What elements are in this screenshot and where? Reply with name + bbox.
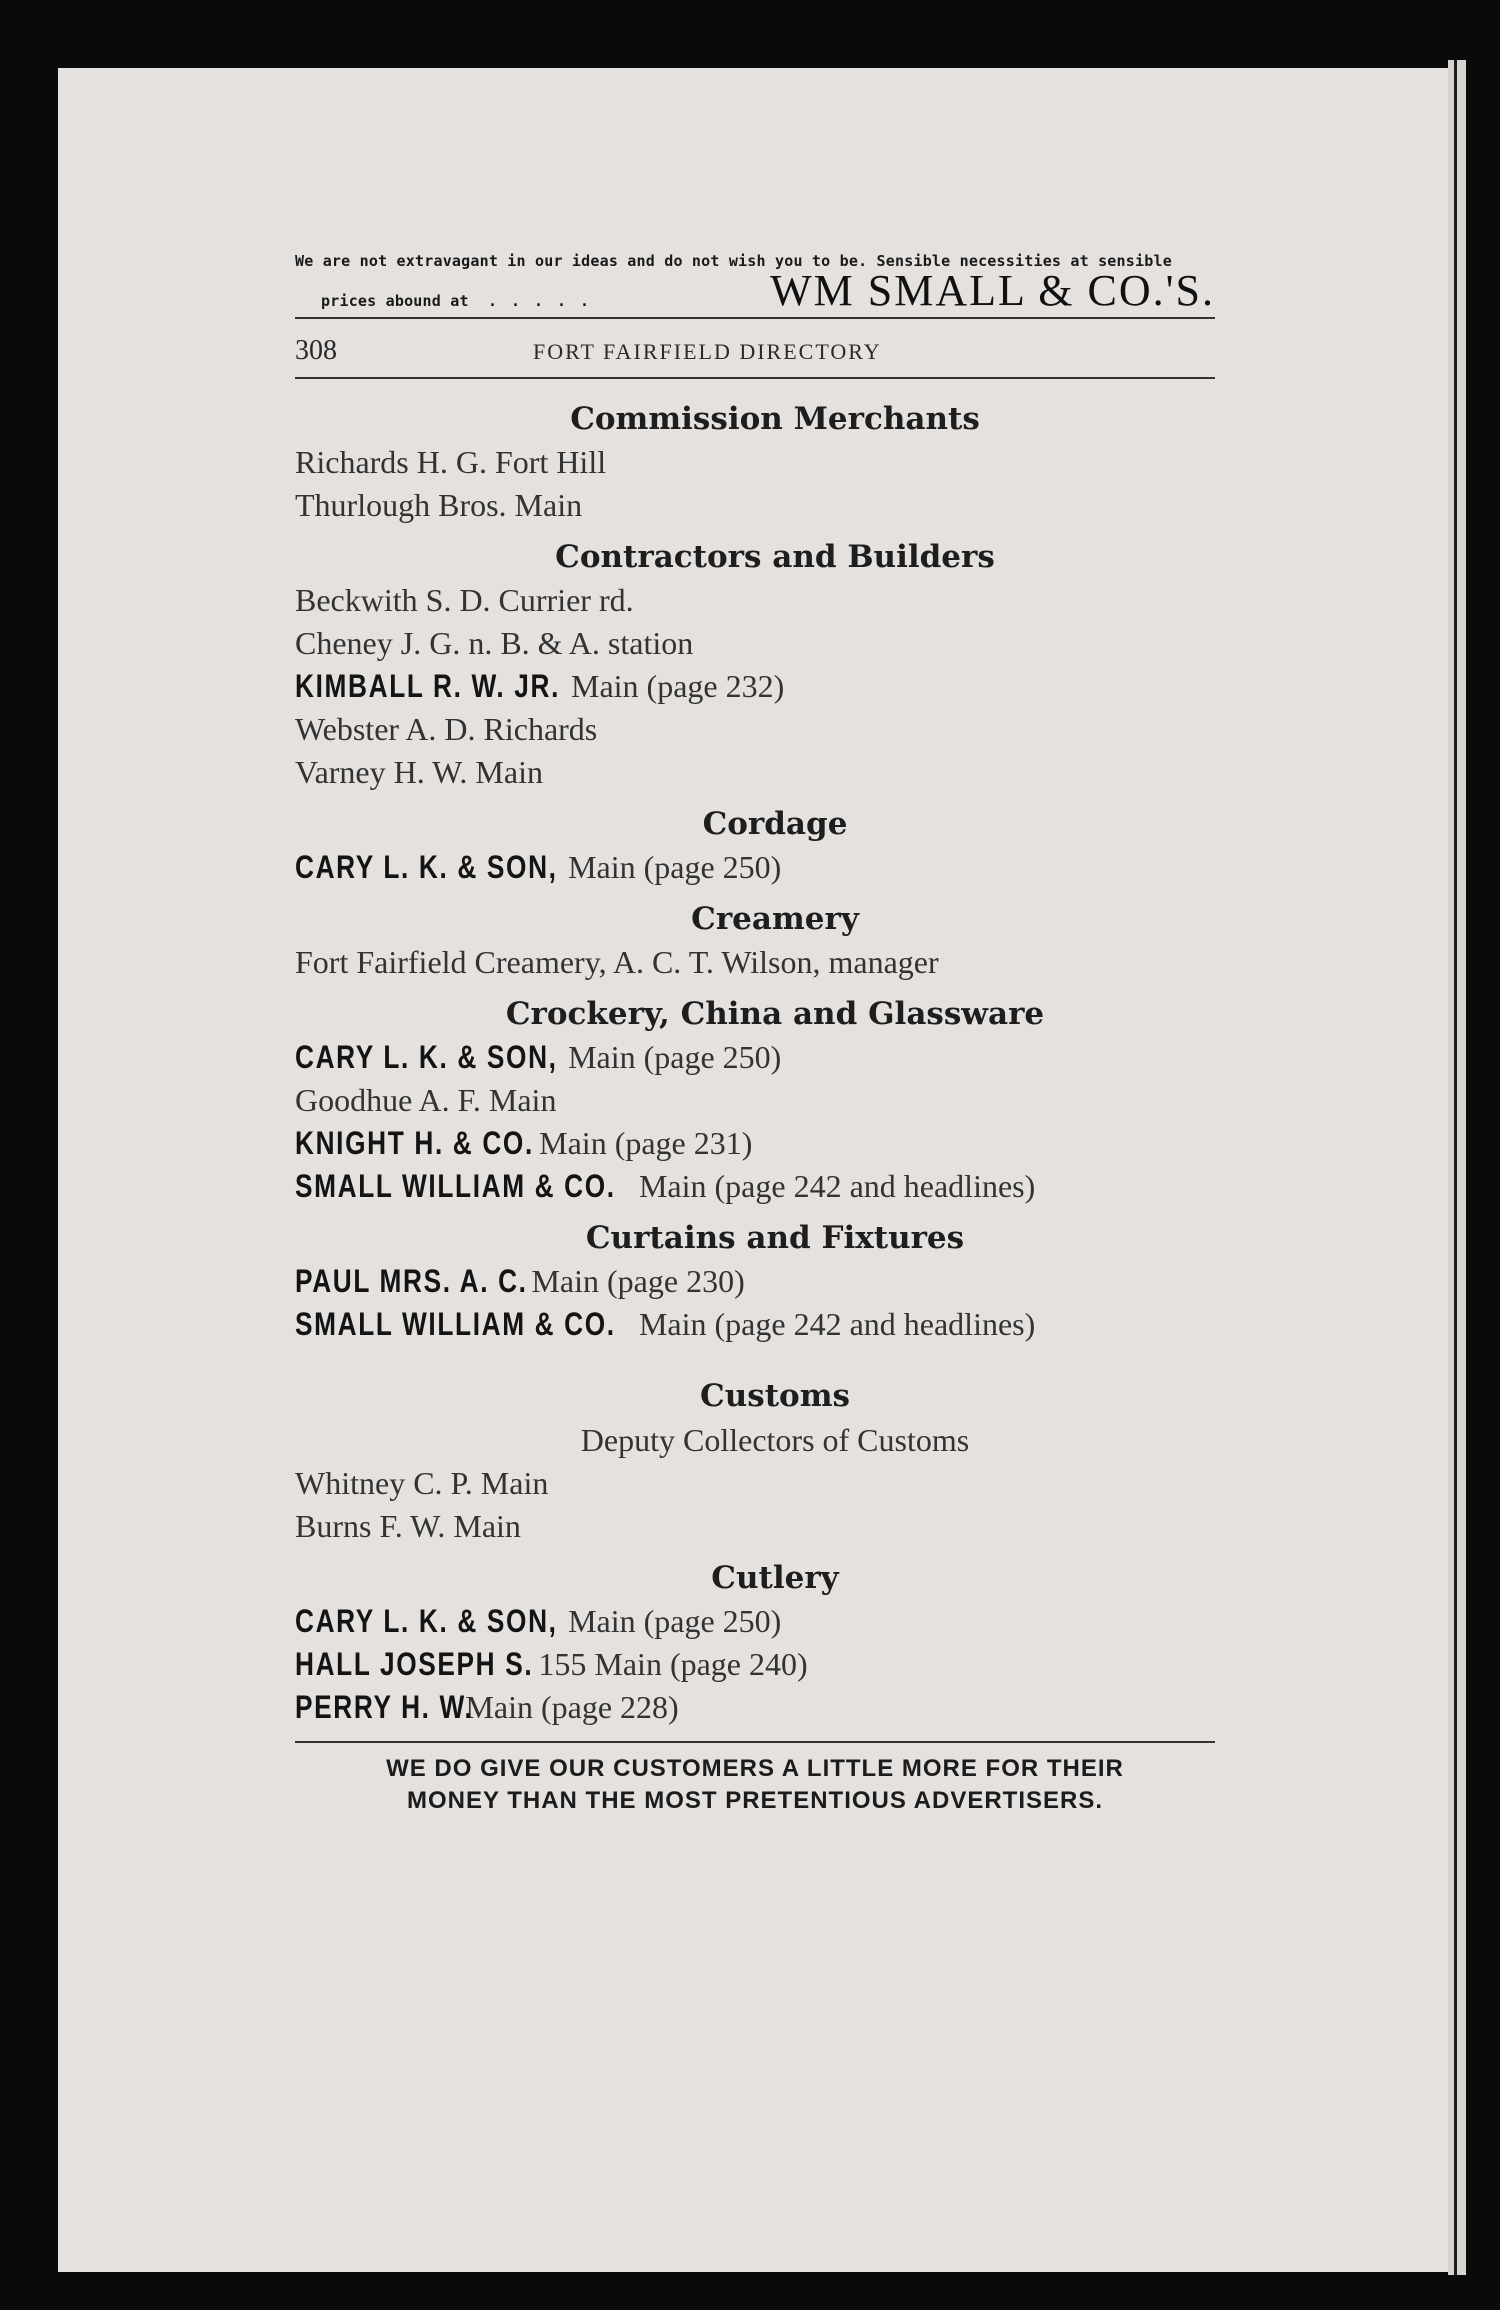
entry-text: Beckwith S. D. Currier rd.	[295, 582, 634, 618]
entry-text: Main (page 250)	[568, 1603, 782, 1639]
entry-business-name: KNIGHT H. & CO.	[295, 1125, 534, 1161]
header-rule	[295, 317, 1215, 319]
directory-section	[295, 535, 1215, 794]
directory-entry	[295, 579, 1215, 622]
page-edge	[1448, 60, 1466, 2275]
entry-text: Varney H. W. Main	[295, 754, 543, 790]
entry-business-name: PERRY H. W.	[295, 1689, 474, 1725]
footer-slogan	[295, 1753, 1215, 1817]
ad-header-line2: prices abound at	[321, 292, 469, 310]
section-heading: Commission Merchants	[570, 401, 980, 437]
entry-business-name: PAUL MRS. A. C.	[295, 1263, 528, 1299]
ad-header-dots: .....	[487, 292, 604, 310]
entry-text: Main (page 230)	[531, 1263, 745, 1299]
directory-entry	[295, 1260, 1215, 1303]
ad-header	[295, 252, 1215, 315]
entry-text: Main (page 232)	[571, 668, 785, 704]
entry-text: Whitney C. P. Main	[295, 1465, 549, 1501]
ad-header-line1: We are not extravagant in our ideas and do not wish you to be. Sensible necessities at sensible	[295, 252, 1172, 270]
section-heading: Curtains and Fixtures	[585, 1220, 965, 1256]
entry-business-name: KIMBALL R. W. JR.	[295, 668, 561, 704]
directory-entry	[295, 665, 1215, 708]
directory-entry	[295, 1600, 1215, 1643]
directory-entry	[295, 1643, 1215, 1686]
directory-section	[295, 992, 1215, 1208]
directory-section	[295, 1216, 1215, 1366]
entry-text: Main (page 231)	[539, 1125, 753, 1161]
directory-entry	[295, 484, 1215, 527]
entry-business-name: CARY L. K. & SON,	[295, 849, 558, 885]
running-header	[295, 335, 1215, 367]
entry-business-name: SMALL WILLIAM & CO.	[295, 1306, 616, 1342]
directory-section	[295, 897, 1215, 984]
entry-text: Webster A. D. Richards	[295, 711, 598, 747]
entry-business-name: SMALL WILLIAM & CO.	[295, 1168, 616, 1204]
entry-text: Main (page 242 and headlines)	[638, 1168, 1036, 1204]
directory-entry	[295, 1165, 1215, 1208]
section-heading: Cordage	[702, 806, 848, 842]
page-content	[295, 252, 1215, 1817]
directory-entry	[295, 1303, 1215, 1346]
directory-entry	[295, 1036, 1215, 1079]
directory-entry	[295, 846, 1215, 889]
directory-entry	[295, 622, 1215, 665]
directory-entry	[295, 708, 1215, 751]
section-heading: Cutlery	[711, 1560, 839, 1596]
directory-section	[295, 802, 1215, 889]
section-heading: Contractors and Builders	[555, 539, 995, 575]
directory-entry	[295, 941, 1215, 984]
directory-section	[295, 397, 1215, 527]
entry-text: Cheney J. G. n. B. & A. station	[295, 625, 694, 661]
entry-business-name: CARY L. K. & SON,	[295, 1603, 558, 1639]
entry-text: Richards H. G. Fort Hill	[295, 444, 607, 480]
directory-entry	[295, 1079, 1215, 1122]
entry-text: Burns F. W. Main	[295, 1508, 521, 1544]
section-subheading: Deputy Collectors of Customs	[580, 1422, 970, 1458]
entry-text: 155 Main (page 240)	[538, 1646, 808, 1682]
entry-text: Main (page 250)	[568, 849, 782, 885]
section-heading: Crockery, China and Glassware	[505, 996, 1045, 1032]
directory-entry	[295, 1462, 1215, 1505]
entry-text: Thurlough Bros. Main	[295, 487, 583, 523]
directory-entry	[295, 751, 1215, 794]
section-heading: Customs	[700, 1378, 850, 1414]
footer-line2: MONEY THAN THE MOST PRETENTIOUS ADVERTISERS.	[406, 1787, 1104, 1814]
running-title: FORT FAIRFIELD DIRECTORY	[533, 339, 882, 364]
directory-entry	[295, 441, 1215, 484]
entry-text: Main (page 228)	[465, 1689, 679, 1725]
directory-section	[295, 1374, 1215, 1548]
section-gap	[295, 1346, 1215, 1366]
directory-entry	[295, 1686, 1215, 1729]
entry-business-name: HALL JOSEPH S.	[295, 1646, 534, 1682]
footer-rule	[295, 1741, 1215, 1743]
ad-header-brand: WM SMALL & CO.'S.	[770, 266, 1215, 315]
entry-text: Main (page 250)	[568, 1039, 782, 1075]
entry-text: Fort Fairfield Creamery, A. C. T. Wilson, manager	[295, 944, 939, 980]
directory-section	[295, 1556, 1215, 1729]
footer-line1: WE DO GIVE OUR CUSTOMERS A LITTLE MORE FOR THEIR	[386, 1755, 1124, 1782]
running-header-rule	[295, 377, 1215, 379]
directory-entry	[295, 1122, 1215, 1165]
entry-text: Main (page 242 and headlines)	[638, 1306, 1036, 1342]
directory-sections	[295, 397, 1215, 1729]
section-heading: Creamery	[691, 901, 859, 937]
directory-entry	[295, 1505, 1215, 1548]
entry-text: Goodhue A. F. Main	[295, 1082, 557, 1118]
entry-business-name: CARY L. K. & SON,	[295, 1039, 558, 1075]
page-number: 308	[295, 335, 337, 366]
